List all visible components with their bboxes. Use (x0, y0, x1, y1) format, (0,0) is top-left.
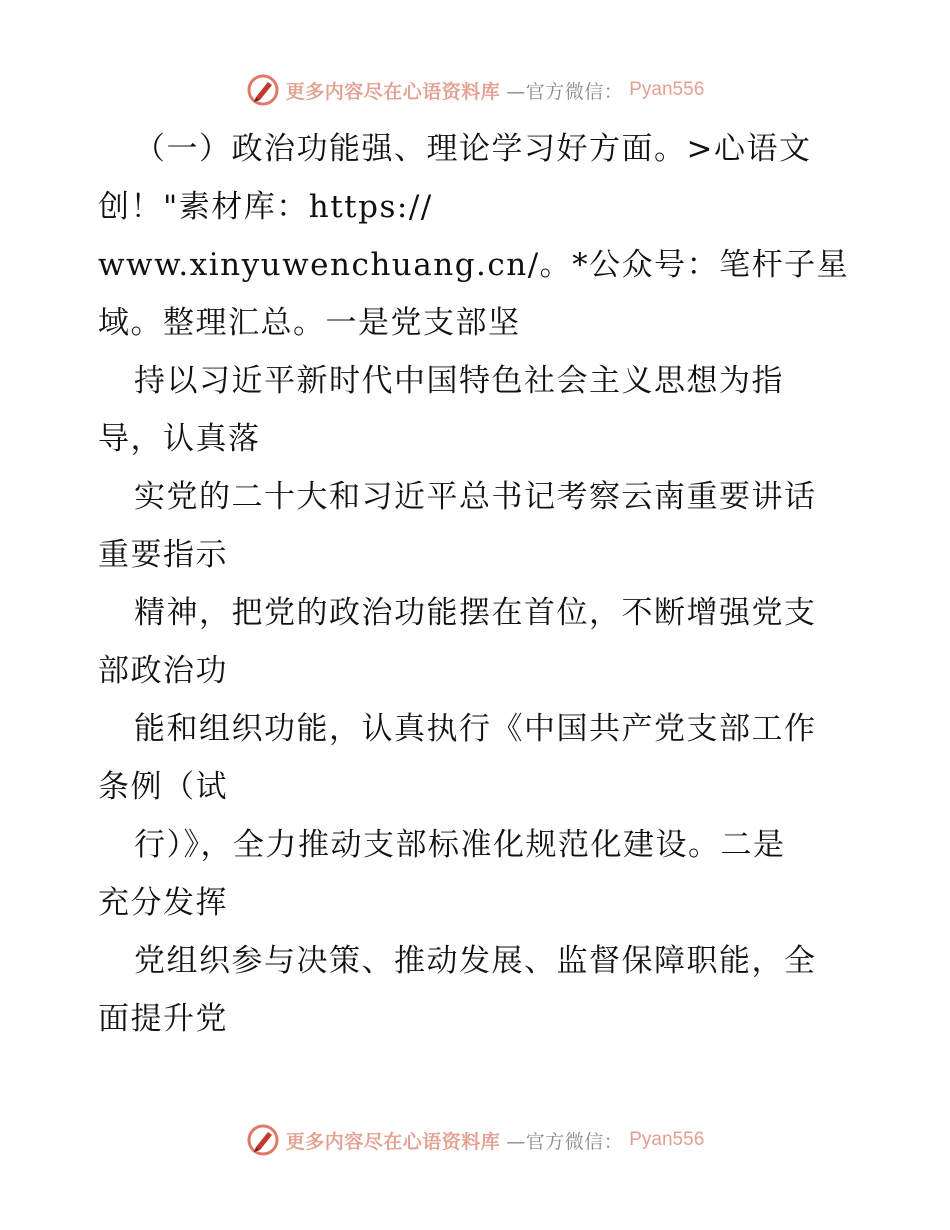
body-line: 条例（试 (98, 769, 228, 805)
watermark-contact: —官方微信： (506, 1130, 624, 1153)
body-line: （一）政治功能强、理论学习好方面。>心语文 (134, 131, 812, 167)
watermark-contact: —官方微信： (506, 80, 624, 103)
body-line: 面提升党 (98, 1001, 228, 1037)
body-line: 充分发挥 (98, 885, 228, 921)
watermark-brand: 更多内容尽在心语资料库 (285, 80, 501, 103)
body-line: 能和组织功能，认真执行《中国共产党支部工作 (134, 711, 817, 747)
pen-logo-icon (246, 1123, 280, 1157)
body-line: 党组织参与决策、推动发展、监督保障职能，全 (134, 943, 817, 979)
body-line: 重要指示 (98, 537, 228, 573)
footer-watermark (0, 1120, 950, 1160)
body-line: 创！"素材库：https:// (98, 189, 433, 225)
body-line: 精神，把党的政治功能摆在首位，不断增强党支 (134, 595, 817, 631)
pen-logo-icon (246, 73, 280, 107)
document-body (98, 120, 868, 1048)
watermark-wechat-id: Pyan556 (629, 79, 705, 100)
watermark-wechat-id: Pyan556 (629, 1129, 705, 1150)
watermark-brand: 更多内容尽在心语资料库 (285, 1130, 501, 1153)
body-line: www.xinyuwenchuang.cn/。*公众号：笔杆子星 (98, 247, 850, 283)
body-line: 部政治功 (98, 653, 228, 689)
body-line: 持以习近平新时代中国特色社会主义思想为指 (134, 363, 784, 399)
body-line: 行）》，全力推动支部标准化规范化建设。二是 (134, 827, 786, 863)
body-line: 导，认真落 (98, 421, 261, 457)
header-watermark (0, 70, 950, 110)
body-line: 实党的二十大和习近平总书记考察云南重要讲话 (134, 479, 817, 515)
body-line: 域。整理汇总。一是党支部坚 (98, 305, 521, 341)
